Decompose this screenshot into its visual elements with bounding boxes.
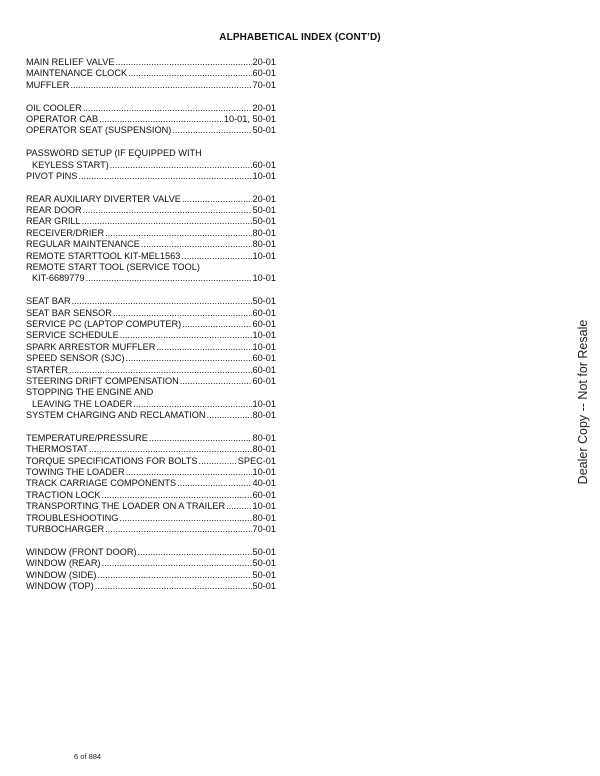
index-entry xyxy=(26,570,276,581)
index-entry xyxy=(26,194,276,205)
index-entry-label: REMOTE START TOOL (SERVICE TOOL) xyxy=(26,262,200,273)
index-entry-page: 50-01 xyxy=(252,296,276,307)
index-entry-label: PASSWORD SETUP (IF EQUIPPED WITH xyxy=(26,148,202,159)
dot-leader xyxy=(86,273,252,284)
dot-leader xyxy=(182,319,251,330)
index-entry xyxy=(26,273,276,284)
dot-leader xyxy=(102,490,252,501)
index-entry-label: TROUBLESHOOTING xyxy=(26,512,119,523)
index-entry xyxy=(26,376,276,387)
index-entry-label: TURBOCHARGER xyxy=(26,524,105,535)
dot-leader xyxy=(69,365,251,376)
index-entry-label: TEMPERATURE/PRESSURE xyxy=(26,432,148,443)
index-entry-label: WINDOW (FRONT DOOR) xyxy=(26,546,137,557)
index-entry-page: 10-01, 50-01 xyxy=(223,113,276,124)
index-entry-page: 50-01 xyxy=(252,125,276,136)
index-entry-label: REAR DOOR xyxy=(26,205,82,216)
dot-leader xyxy=(180,376,252,387)
index-entry-label: WINDOW (SIDE) xyxy=(26,569,97,580)
dot-leader xyxy=(110,160,252,171)
index-entry-page: 10-01 xyxy=(252,250,276,261)
index-entry-label: TRACK CARRIAGE COMPONENTS xyxy=(26,478,177,489)
index-entry xyxy=(26,467,276,478)
index-entry-label: KIT-6689779 xyxy=(32,273,85,284)
dot-leader xyxy=(126,467,252,478)
index-entry xyxy=(26,456,276,467)
index-entry-label: TRACTION LOCK xyxy=(26,489,101,500)
index-entry-page: 60-01 xyxy=(252,307,276,318)
index-entry xyxy=(26,387,276,398)
index-entry-label: OIL COOLER xyxy=(26,102,82,113)
dot-leader xyxy=(105,524,251,535)
index-entry-page: 60-01 xyxy=(252,353,276,364)
index-entry xyxy=(26,228,276,239)
dot-leader xyxy=(149,433,252,444)
dot-leader xyxy=(72,296,252,307)
dot-leader xyxy=(120,330,252,341)
index-entry-label: TRANSPORTING THE LOADER ON A TRAILER xyxy=(26,501,226,512)
index-entry xyxy=(26,160,276,171)
index-entry-page: 20-01 xyxy=(252,102,276,113)
index-entry-page: 80-01 xyxy=(252,239,276,250)
index-entry-label: REAR GRILL xyxy=(26,216,81,227)
index-entry xyxy=(26,444,276,455)
dot-leader xyxy=(89,444,252,455)
index-entry xyxy=(26,114,276,125)
index-entry-page: 10-01 xyxy=(252,330,276,341)
index-entry-label: WINDOW (REAR) xyxy=(26,558,101,569)
index-entry-label: SEAT BAR xyxy=(26,296,71,307)
index-entry-label: REGULAR MAINTENANCE xyxy=(26,239,140,250)
dot-leader xyxy=(141,239,252,250)
index-entry-page: 50-01 xyxy=(252,558,276,569)
index-entry xyxy=(26,501,276,512)
index-entry xyxy=(26,308,276,319)
index-entry xyxy=(26,103,276,114)
index-entry-page: 10-01 xyxy=(252,501,276,512)
index-entry xyxy=(26,433,276,444)
index-entry-page: 60-01 xyxy=(252,364,276,375)
index-entry xyxy=(26,353,276,364)
index-entry-page: SPEC-01 xyxy=(237,455,276,466)
dot-leader xyxy=(83,205,252,216)
alphabetical-index xyxy=(26,57,276,592)
index-entry-page: 20-01 xyxy=(252,57,276,67)
index-entry-label: TORQUE SPECIFICATIONS FOR BOLTS xyxy=(26,455,198,466)
index-entry-label: PIVOT PINS xyxy=(26,170,78,181)
index-entry-page: 80-01 xyxy=(252,444,276,455)
index-entry-label: SYSTEM CHARGING AND RECLAMATION xyxy=(26,410,206,421)
index-entry-label: MAIN RELIEF VALVE xyxy=(26,57,115,67)
dot-leader xyxy=(172,125,251,136)
index-entry-page: 60-01 xyxy=(252,318,276,329)
dot-leader xyxy=(126,353,252,364)
index-entry-label: THERMOSTAT xyxy=(26,444,88,455)
dot-leader xyxy=(78,171,251,182)
index-entry-page: 80-01 xyxy=(252,432,276,443)
index-entry-label: OPERATOR CAB xyxy=(26,113,99,124)
dot-leader xyxy=(138,547,252,558)
dot-leader xyxy=(113,308,252,319)
index-entry-label: SPARK ARRESTOR MUFFLER xyxy=(26,341,156,352)
index-entry-page: 10-01 xyxy=(252,467,276,478)
index-entry xyxy=(26,319,276,330)
index-entry xyxy=(26,216,276,227)
dot-leader xyxy=(182,194,252,205)
index-entry xyxy=(26,171,276,182)
index-entry-page: 70-01 xyxy=(252,524,276,535)
dot-leader xyxy=(105,228,251,239)
index-entry-page: 10-01 xyxy=(252,273,276,284)
dot-leader xyxy=(102,558,252,569)
index-entry xyxy=(26,205,276,216)
index-entry-page: 80-01 xyxy=(252,227,276,238)
index-entry xyxy=(26,125,276,136)
index-entry-page: 10-01 xyxy=(252,398,276,409)
dot-leader xyxy=(95,581,252,592)
index-entry-page: 20-01 xyxy=(252,193,276,204)
index-entry-page: 50-01 xyxy=(252,546,276,557)
index-entry xyxy=(26,68,276,79)
dot-leader xyxy=(119,513,251,524)
index-entry xyxy=(26,262,276,273)
index-entry-page: 50-01 xyxy=(252,580,276,591)
dot-leader xyxy=(116,57,252,68)
index-entry-label: REAR AUXILIARY DIVERTER VALVE xyxy=(26,193,181,204)
index-entry xyxy=(26,342,276,353)
index-entry-label: SERVICE SCHEDULE xyxy=(26,330,119,341)
index-entry xyxy=(26,410,276,421)
dot-leader xyxy=(207,410,252,421)
index-entry-page: 60-01 xyxy=(252,68,276,79)
dot-leader xyxy=(156,342,251,353)
index-entry-page: 40-01 xyxy=(252,478,276,489)
index-entry xyxy=(26,148,276,159)
index-entry-label: LEAVING THE LOADER xyxy=(32,398,133,409)
index-entry xyxy=(26,399,276,410)
dot-leader xyxy=(199,456,237,467)
index-entry xyxy=(26,490,276,501)
index-entry xyxy=(26,365,276,376)
index-entry xyxy=(26,239,276,250)
index-entry-label: STOPPING THE ENGINE AND xyxy=(26,387,154,398)
index-entry-page: 80-01 xyxy=(252,410,276,421)
dot-leader xyxy=(181,251,251,262)
index-entry xyxy=(26,581,276,592)
index-entry-page: 70-01 xyxy=(252,79,276,90)
index-entry-page: 60-01 xyxy=(252,489,276,500)
index-entry-page: 80-01 xyxy=(252,512,276,523)
index-entry xyxy=(26,558,276,569)
index-entry xyxy=(26,524,276,535)
dot-leader xyxy=(99,114,223,125)
index-entry-label: RECEIVER/DRIER xyxy=(26,227,105,238)
index-entry-page: 50-01 xyxy=(252,216,276,227)
index-entry xyxy=(26,513,276,524)
dot-leader xyxy=(82,216,252,227)
index-entry-label: OPERATOR SEAT (SUSPENSION) xyxy=(26,125,172,136)
index-entry-page: 50-01 xyxy=(252,569,276,580)
index-entry xyxy=(26,251,276,262)
dot-leader xyxy=(70,80,251,91)
index-entry-label: MAINTENANCE CLOCK xyxy=(26,68,128,79)
dot-leader xyxy=(177,478,251,489)
index-entry xyxy=(26,478,276,489)
index-entry-page: 10-01 xyxy=(252,341,276,352)
dot-leader xyxy=(226,501,251,512)
index-entry-label: MUFFLER xyxy=(26,79,70,90)
index-entry-page: 50-01 xyxy=(252,205,276,216)
watermark: Dealer Copy -- Not for Resale xyxy=(576,319,590,485)
index-entry xyxy=(26,80,276,91)
index-entry-label: SEAT BAR SENSOR xyxy=(26,307,112,318)
index-entry-label: SERVICE PC (LAPTOP COMPUTER) xyxy=(26,318,182,329)
index-entry xyxy=(26,296,276,307)
index-entry xyxy=(26,57,276,68)
index-entry-page: 10-01 xyxy=(252,170,276,181)
dot-leader xyxy=(128,68,251,79)
index-entry-page: 60-01 xyxy=(252,159,276,170)
index-entry-label: STARTER xyxy=(26,364,69,375)
dot-leader xyxy=(83,103,252,114)
dot-leader xyxy=(97,570,251,581)
index-entry-label: WINDOW (TOP) xyxy=(26,580,94,591)
page-title: ALPHABETICAL INDEX (CONT’D) xyxy=(219,32,381,43)
dot-leader xyxy=(133,399,251,410)
index-entry-page: 60-01 xyxy=(252,375,276,386)
index-entry xyxy=(26,547,276,558)
index-entry-label: SPEED SENSOR (SJC) xyxy=(26,353,125,364)
index-entry-label: STEERING DRIFT COMPENSATION xyxy=(26,375,179,386)
index-entry-label: TOWING THE LOADER xyxy=(26,467,125,478)
index-entry-label: KEYLESS START) xyxy=(32,159,109,170)
index-entry xyxy=(26,330,276,341)
index-entry-label: REMOTE STARTTOOL KIT-MEL1563 xyxy=(26,250,181,261)
page-number: 6 of 884 xyxy=(74,752,102,761)
